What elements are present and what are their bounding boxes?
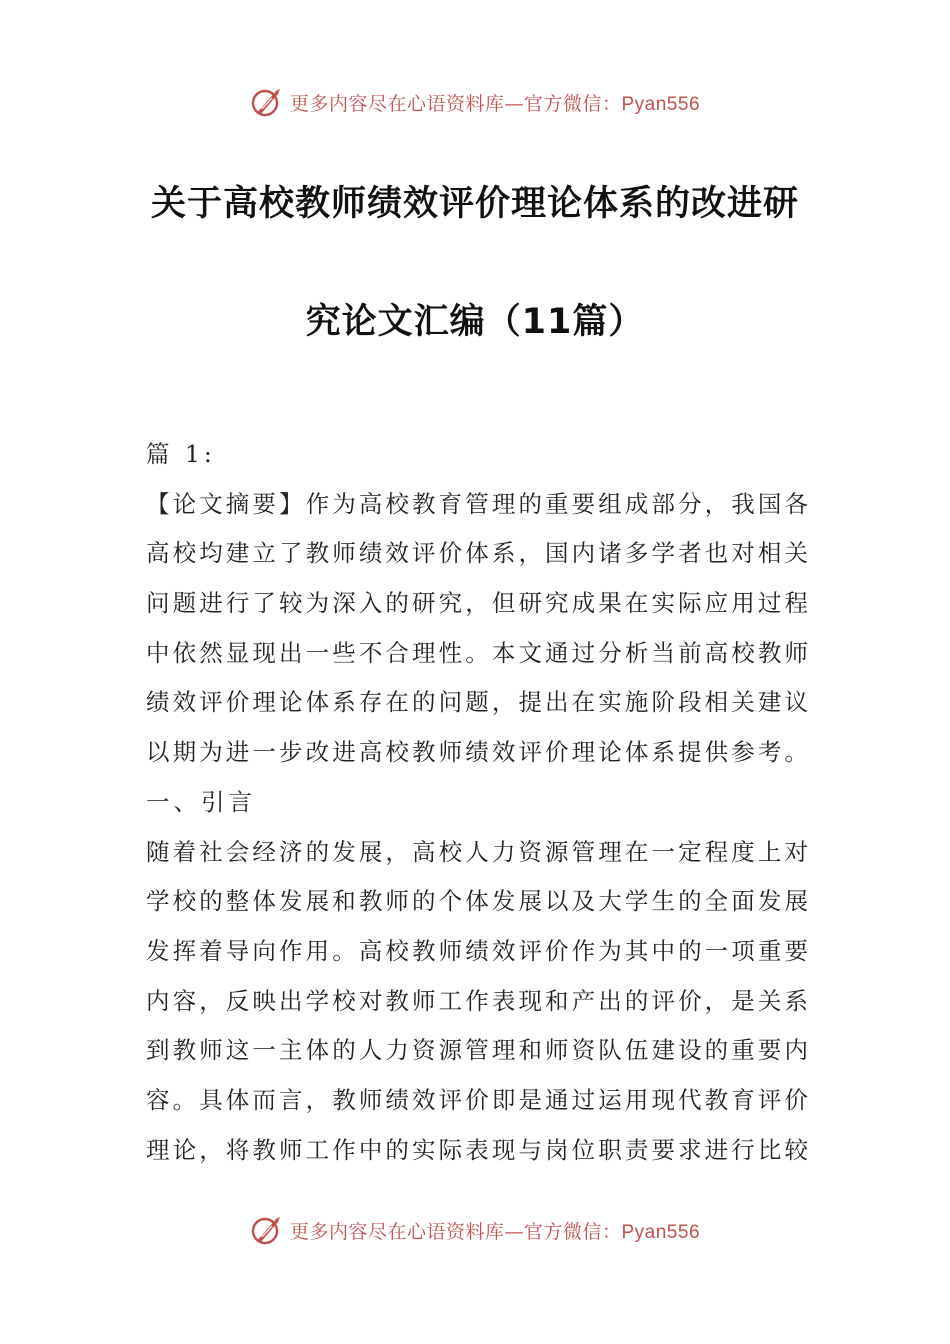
document-body xyxy=(146,430,808,1175)
watermark-wechat-id: Pyan556 xyxy=(621,1221,701,1243)
watermark-footer xyxy=(0,1210,950,1250)
watermark-text xyxy=(290,89,700,116)
body-line: 以期为进一步改进高校教师绩效评价理论体系提供参考。 xyxy=(146,738,808,767)
document-title-line-2: 究论文汇编（11篇） xyxy=(305,302,645,342)
watermark-label: 更多内容尽在心语资料库—官方微信： xyxy=(289,1220,622,1243)
watermark-header xyxy=(0,82,950,122)
body-line: 到教师这一主体的人力资源管理和师资队伍建设的重要内 xyxy=(146,1036,808,1065)
body-line: 容。具体而言，教师绩效评价即是通过运用现代教育评价 xyxy=(146,1085,808,1114)
watermark-wechat-id: Pyan556 xyxy=(621,93,701,115)
section-heading: 一、引言 xyxy=(146,787,256,816)
body-line: 内容，反映出学校对教师工作表现和产出的评价，是关系 xyxy=(146,986,808,1015)
body-line: 高校均建立了教师绩效评价体系，国内诸多学者也对相关 xyxy=(146,539,808,568)
body-line: 理论，将教师工作中的实际表现与岗位职责要求进行比较 xyxy=(146,1135,808,1164)
watermark-label: 更多内容尽在心语资料库—官方微信： xyxy=(289,92,622,115)
body-line: 绩效评价理论体系存在的问题，提出在实施阶段相关建议 xyxy=(146,688,808,717)
body-line: 【论文摘要】作为高校教育管理的重要组成部分，我国各 xyxy=(146,489,808,518)
body-line: 问题进行了较为深入的研究，但研究成果在实际应用过程 xyxy=(146,589,808,618)
watermark-text xyxy=(290,1217,700,1244)
body-line: 发挥着导向作用。高校教师绩效评价作为其中的一项重要 xyxy=(146,936,808,965)
body-line: 中依然显现出一些不合理性。本文通过分析当前高校教师 xyxy=(146,638,808,667)
quill-logo-icon xyxy=(250,85,284,119)
quill-logo-icon xyxy=(250,1213,284,1247)
body-line: 随着社会经济的发展，高校人力资源管理在一定程度上对 xyxy=(146,837,808,866)
document-title-line-1: 关于高校教师绩效评价理论体系的改进研 xyxy=(150,184,799,224)
article-label: 篇 1: xyxy=(146,440,216,468)
body-line: 学校的整体发展和教师的个体发展以及大学生的全面发展 xyxy=(146,887,808,916)
